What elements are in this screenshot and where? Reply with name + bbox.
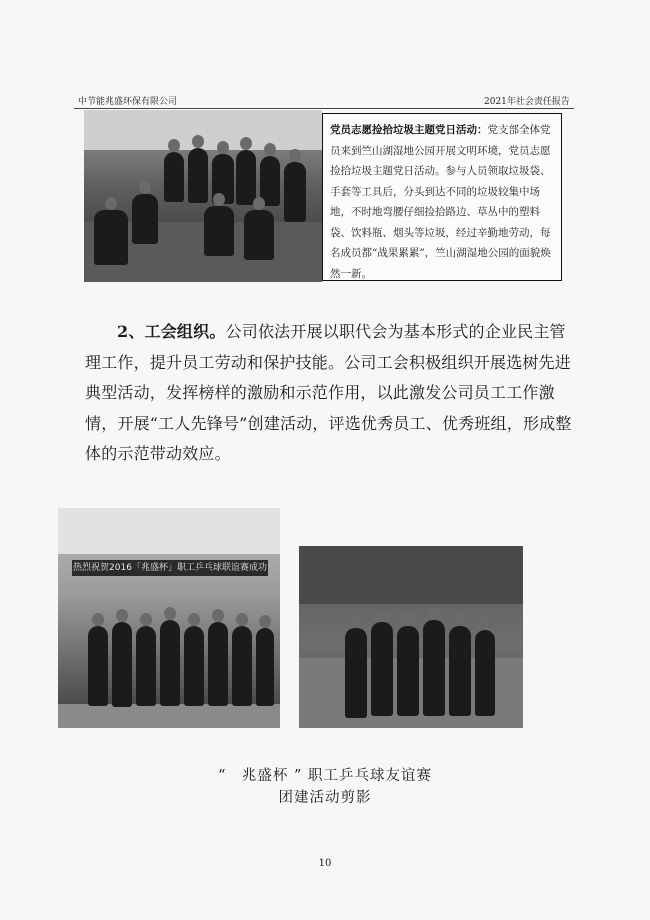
outdoor-team-photo	[299, 546, 523, 728]
table-tennis-team-photo	[58, 508, 280, 728]
volunteer-activity-infobox	[322, 113, 562, 281]
page-number: 10	[318, 858, 332, 869]
photo-caption-line2: 团建活动剪影	[278, 790, 372, 806]
volunteer-group-photo	[84, 110, 322, 282]
header-divider	[74, 108, 574, 109]
infobox-body: 党支部全体党员来到竺山湖湿地公园开展文明环境，党员志愿捡拾垃圾主题党日活动。参与人员领取垃圾袋、手套等工具后，分头到达不同的垃圾较集中场地，不时地弯腰仔细捡拾路边、草丛中的塑料袋、饮料瓶、烟头等垃圾，经过辛勤地劳动，每名成员都“战果累累”，竺山湖湿地公园的面貌焕然一新。	[330, 124, 551, 280]
header-report-title: 2021年社会责任报告	[484, 97, 570, 107]
event-banner: 热烈祝贺2016「兆盛杯」职工乒乓球联谊赛成功	[72, 560, 268, 576]
header-company: 中节能兆盛环保有限公司	[78, 97, 178, 107]
section-title: 2、工会组织。	[117, 322, 226, 341]
photo-caption-line1: “ 兆盛杯 ” 职工乒乓球友谊赛	[217, 768, 433, 784]
section-union-paragraph	[85, 317, 575, 470]
infobox-title: 党员志愿捡拾垃圾主题党日活动：	[330, 124, 488, 136]
section-body: 公司依法开展以职代会为基本形式的企业民主管理工作，提升员工劳动和保护技能。公司工会积极组织开展选树先进典型活动，发挥榜样的激励和示范作用，以此激发公司员工工作激情，开展“工人先锋号”创建活动，评选优秀员工、优秀班组，形成整体的示范带动效应。	[85, 322, 572, 463]
